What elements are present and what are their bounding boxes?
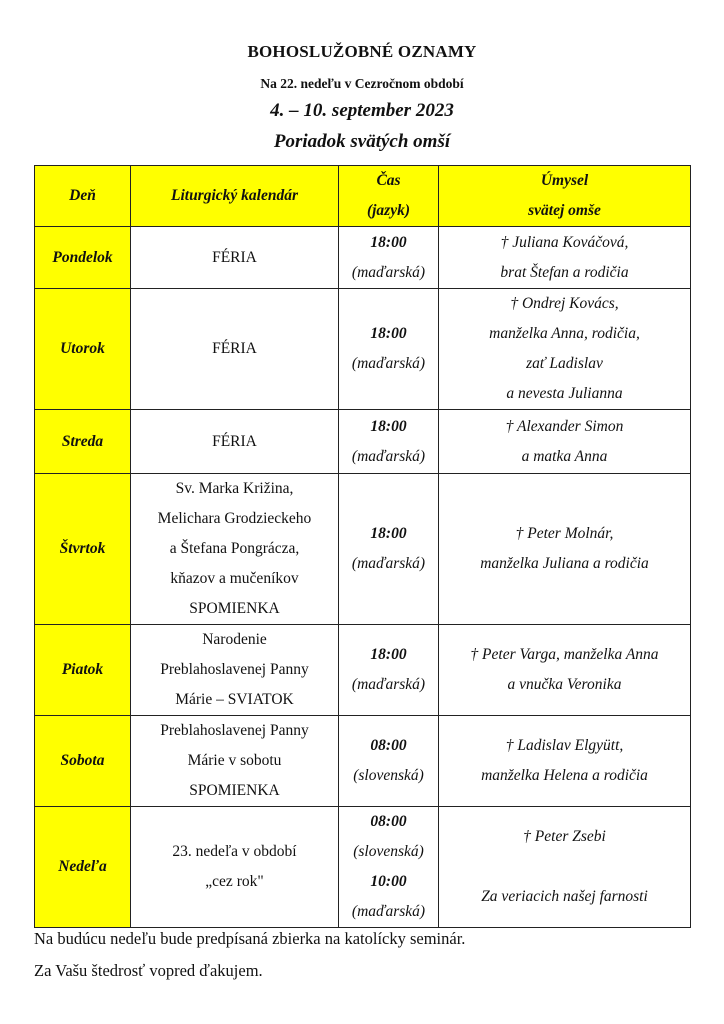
time-cell: 18:00 (maďarská) xyxy=(339,410,439,474)
table-header-row xyxy=(35,166,691,227)
day-cell: Utorok xyxy=(35,289,131,410)
header-intent: Úmysel svätej omše xyxy=(439,166,691,227)
day-cell: Pondelok xyxy=(35,227,131,289)
footer-thanks-note: Za Vašu štedrosť vopred ďakujem. xyxy=(34,961,263,980)
page-subtitle: Na 22. nedeľu v Cezročnom období xyxy=(260,76,464,91)
day-cell: Nedeľa xyxy=(35,807,131,928)
table-row xyxy=(35,625,691,716)
header-calendar: Liturgický kalendár xyxy=(131,166,339,227)
table-row xyxy=(35,289,691,410)
mass-schedule-table xyxy=(34,165,691,928)
intent-cell: † Peter Varga, manželka Anna a vnučka Veronika xyxy=(439,625,691,716)
table-row xyxy=(35,410,691,474)
calendar-cell: FÉRIA xyxy=(131,289,339,410)
schedule-title: Poriadok svätých omší xyxy=(273,131,451,152)
table-row xyxy=(35,807,691,928)
day-cell: Piatok xyxy=(35,625,131,716)
footer-collection-note: Na budúcu nedeľu bude predpísaná zbierka na katolícky seminár. xyxy=(34,929,466,948)
page-title: BOHOSLUŽOBNÉ OZNAMY xyxy=(247,42,477,61)
time-cell: 08:00 (slovenská) 10:00 (maďarská) xyxy=(339,807,439,928)
header-day: Deň xyxy=(35,166,131,227)
calendar-cell: FÉRIA xyxy=(131,227,339,289)
date-range: 4. – 10. september 2023 xyxy=(270,100,454,121)
intent-cell: † Peter Molnár, manželka Juliana a rodičia xyxy=(439,474,691,625)
intent-cell: † Ondrej Kovács, manželka Anna, rodičia, zať Ladislav a nevesta Julianna xyxy=(439,289,691,410)
time-cell: 08:00 (slovenská) xyxy=(339,716,439,807)
day-cell: Štvrtok xyxy=(35,474,131,625)
time-cell: 18:00 (maďarská) xyxy=(339,625,439,716)
day-cell: Streda xyxy=(35,410,131,474)
intent-cell: † Juliana Kováčová, brat Štefan a rodičia xyxy=(439,227,691,289)
time-cell: 18:00 (maďarská) xyxy=(339,227,439,289)
time-cell: 18:00 (maďarská) xyxy=(339,474,439,625)
calendar-cell: Preblahoslavenej Panny Márie v sobotu SPOMIENKA xyxy=(131,716,339,807)
calendar-cell: FÉRIA xyxy=(131,410,339,474)
calendar-cell: Narodenie Preblahoslavenej Panny Márie – SVIATOK xyxy=(131,625,339,716)
time-cell: 18:00 (maďarská) xyxy=(339,289,439,410)
intent-cell: † Alexander Simon a matka Anna xyxy=(439,410,691,474)
header-time: Čas (jazyk) xyxy=(339,166,439,227)
table-row xyxy=(35,474,691,625)
calendar-cell: 23. nedeľa v období „cez rok" xyxy=(131,807,339,928)
intent-cell: † Ladislav Elgyütt, manželka Helena a rodičia xyxy=(439,716,691,807)
intent-cell: † Peter Zsebi Za veriacich našej farnosti xyxy=(439,807,691,928)
table-row xyxy=(35,716,691,807)
day-cell: Sobota xyxy=(35,716,131,807)
calendar-cell: Sv. Marka Križina, Melichara Grodzieckeho a Štefana Pongrácza, kňazov a mučeníkov SPOMIENKA xyxy=(131,474,339,625)
table-row xyxy=(35,227,691,289)
